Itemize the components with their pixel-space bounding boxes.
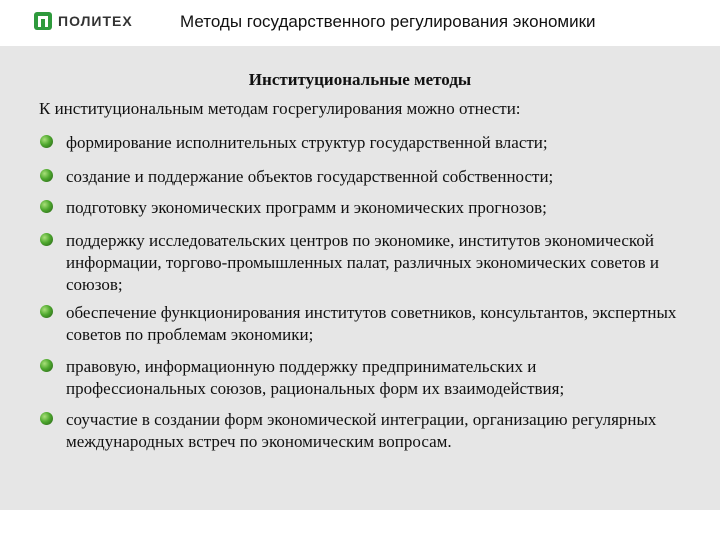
list-item-text: подготовку экономических программ и экономических прогнозов; xyxy=(66,198,547,217)
list-item xyxy=(58,230,678,296)
bullet-icon xyxy=(40,359,53,372)
logo-icon xyxy=(34,12,52,30)
bullet-icon xyxy=(40,412,53,425)
list-item xyxy=(58,132,678,154)
list-item xyxy=(58,356,678,400)
bullet-icon xyxy=(40,200,53,213)
bullet-icon xyxy=(40,305,53,318)
logo xyxy=(34,10,133,32)
page-title: Методы государственного регулирования экономики xyxy=(180,12,596,31)
intro-text: К институциональным методам госрегулирования можно отнести: xyxy=(39,99,521,118)
list-item xyxy=(58,197,678,219)
list-item-text: обеспечение функционирования институтов советников, консультантов, экспертных советов по проблемам экономики; xyxy=(66,303,677,344)
list-item-text: соучастие в создании форм экономической интеграции, организацию регулярных международных встреч по экономическим вопросам. xyxy=(66,410,657,451)
header xyxy=(0,0,720,46)
logo-text: ПОЛИТЕХ xyxy=(58,13,133,29)
bullet-icon xyxy=(40,233,53,246)
bullet-icon xyxy=(40,169,53,182)
list-item-text: поддержку исследовательских центров по экономике, институтов экономической информации, торгово-промышленных палат, различных экономических советов и союзов; xyxy=(66,231,659,294)
list-item-text: правовую, информационную поддержку предпринимательских и профессиональных союзов, рациональных форм их взаимодействия; xyxy=(66,357,565,398)
list-item xyxy=(58,166,678,188)
bullet-icon xyxy=(40,135,53,148)
section-title: Институциональные методы xyxy=(248,70,472,89)
list-item-text: формирование исполнительных структур государственной власти; xyxy=(66,133,548,152)
list-item xyxy=(58,409,678,453)
content-panel xyxy=(0,46,720,510)
list-item-text: создание и поддержание объектов государственной собственности; xyxy=(66,167,554,186)
list-item xyxy=(58,302,678,346)
